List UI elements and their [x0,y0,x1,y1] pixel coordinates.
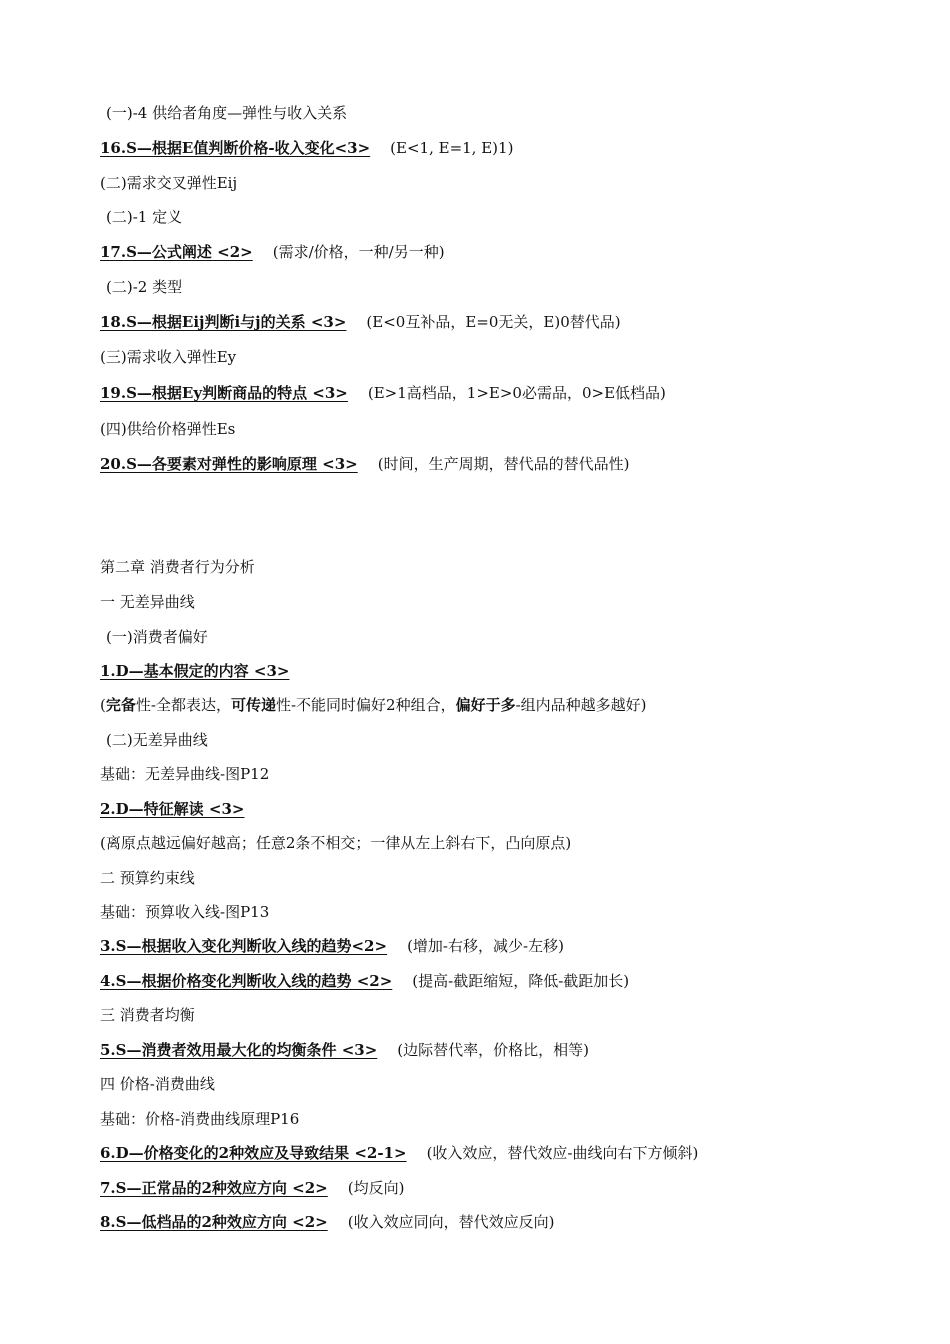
question-title: 1.D—基本假定的内容 <3> [100,662,290,680]
question-title: 16.S—根据E值判断价格-收入变化<3> [100,139,371,157]
question-title: 19.S—根据Ey判断商品的特点 <3> [100,384,348,402]
question-answer: (E<0互补品，E=0无关，E)0替代品) [366,313,621,331]
keyword: 完备 [105,696,136,714]
question-answer: (收入效应同向，替代效应反向) [347,1213,555,1231]
question-title: 17.S—公式阐述 <2> [100,243,253,261]
question-line [100,382,666,404]
keyword: 可传递 [230,696,276,714]
question-answer: (E>1高档品，1>E>0必需品，0>E低档品) [367,384,666,402]
section-heading: (二)需求交叉弹性Eij [100,174,238,192]
section-heading: (一)消费者偏好 [106,628,208,646]
question-answer: (提高-截距缩短，降低-截距加长) [412,972,630,990]
question-line [100,1211,554,1233]
question-answer: (均反向) [347,1179,405,1197]
section-heading: (二)-1 定义 [106,208,183,226]
section-heading: (三)需求收入弹性Ey [100,348,237,366]
question-answer: (时间，生产周期，替代品的替代品性) [377,455,630,473]
question-title: 7.S—正常品的2种效应方向 <2> [100,1179,328,1197]
section-heading: 三 消费者均衡 [100,1006,195,1024]
answer-line: (完备性-全都表达，可传递性-不能同时偏好2种组合，偏好于多-组内品种越多越好) [100,696,647,714]
question-title: 5.S—消费者效用最大化的均衡条件 <3> [100,1041,378,1059]
section-heading: (一)-4 供给者角度—弹性与收入关系 [106,104,348,122]
section-heading: 四 价格-消费曲线 [100,1075,215,1093]
question-line [100,1142,698,1164]
section-heading: (二)无差异曲线 [106,731,208,749]
question-line [100,1039,589,1061]
question-line [100,1177,404,1199]
text-line: 基础：价格-消费曲线原理P16 [100,1110,300,1128]
question-line [100,311,621,333]
section-heading: 二 预算约束线 [100,869,195,887]
section-heading: 一 无差异曲线 [100,593,195,611]
question-title: 2.D—特征解读 <3> [100,800,245,818]
question-line [100,137,513,159]
question-line [100,798,254,820]
question-answer: (收入效应，替代效应-曲线向右下方倾斜) [426,1144,699,1162]
question-line [100,453,629,475]
question-title: 6.D—价格变化的2种效应及导致结果 <2-1> [100,1144,407,1162]
question-line [100,970,629,992]
keyword: 偏好于多 [455,696,516,714]
answer-line: (离原点越远偏好越高；任意2条不相交；一律从左上斜右下，凸向原点) [100,834,572,852]
question-title: 3.S—根据收入变化判断收入线的趋势<2> [100,937,388,955]
question-answer: (增加-右移，减少-左移) [407,937,564,955]
question-title: 18.S—根据Eij判断i与j的关系 <3> [100,313,347,331]
section-heading: (四)供给价格弹性Es [100,420,236,438]
question-line [100,660,299,682]
question-answer: (边际替代率，价格比，相等) [397,1041,590,1059]
text-line: 基础：预算收入线-图P13 [100,903,270,921]
question-answer: (需求/价格，一种/另一种) [272,243,445,261]
question-line [100,241,445,263]
question-title: 4.S—根据价格变化判断收入线的趋势 <2> [100,972,393,990]
text-line: 基础：无差异曲线-图P12 [100,765,270,783]
section-heading: (二)-2 类型 [106,278,183,296]
question-title: 20.S—各要素对弹性的影响原理 <3> [100,455,358,473]
question-title: 8.S—低档品的2种效应方向 <2> [100,1213,328,1231]
chapter-heading: 第二章 消费者行为分析 [100,558,255,576]
question-answer: (E<1, E=1, E)1) [390,139,514,157]
question-line [100,935,564,957]
